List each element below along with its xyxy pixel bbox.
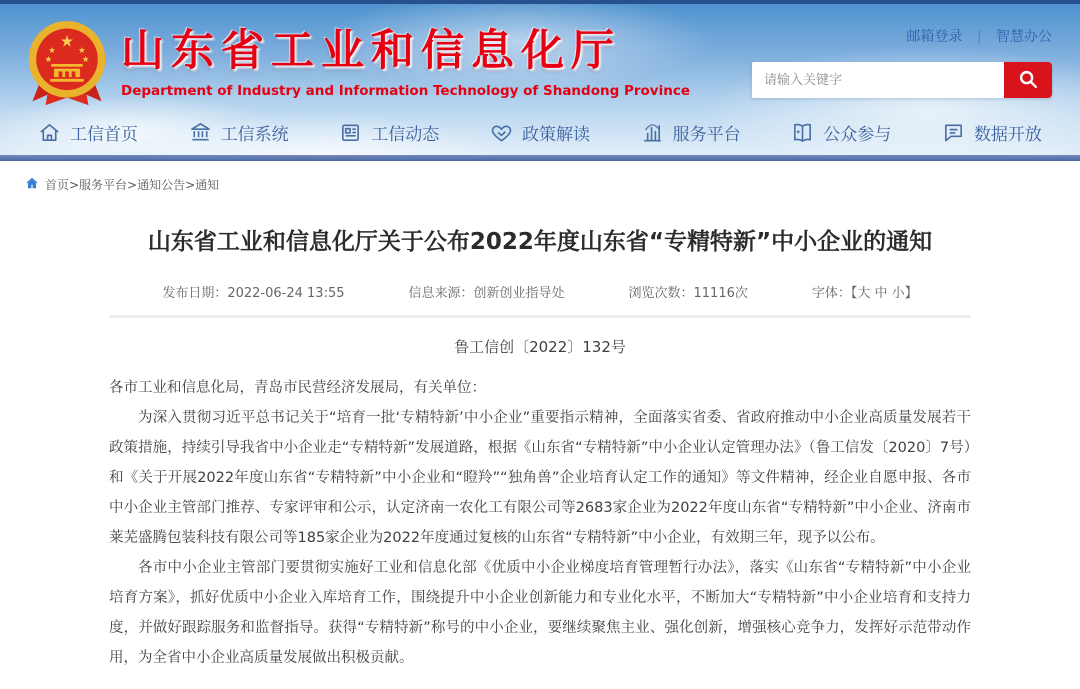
search-box [752,62,1052,98]
heart-handshake-icon [490,121,513,144]
font-size-switcher[interactable]: 字体：【大 中 小】 [811,286,918,301]
svg-text:★: ★ [59,31,75,51]
view-count: 浏览次数：11116次 [628,286,748,301]
svg-text:★: ★ [795,129,802,136]
breadcrumb-path[interactable]: 首页>服务平台>通知公告>通知 [45,178,220,192]
breadcrumb-home-icon [25,176,39,193]
article [109,225,971,673]
main-nav [0,110,1080,155]
nav-item-home[interactable]: 工信首页 [38,120,138,145]
nav-item-policy[interactable]: 政策解读 [490,120,590,145]
svg-text:★: ★ [48,44,56,55]
article-meta [109,282,971,301]
bank-icon [189,121,212,144]
book-icon [791,121,814,144]
site-header [0,4,1080,155]
chat-icon [942,121,965,144]
breadcrumb [0,161,1080,199]
site-subtitle-en: Department of Industry and Information Technology of Shandong Province [121,83,690,100]
info-source: 信息来源：创新创业指导处 [408,286,565,301]
svg-text:★: ★ [81,54,90,65]
meta-divider-line [109,315,971,318]
nav-item-system[interactable]: 工信系统 [189,120,289,145]
chart-icon [641,121,664,144]
nav-item-data[interactable]: 数据开放 [942,120,1042,145]
smart-office-link[interactable]: 智慧办公 [996,29,1052,45]
nav-item-participation[interactable]: ★ 公众参与 [791,120,891,145]
national-emblem-logo [25,18,109,110]
svg-text:★: ★ [78,44,86,55]
publish-date: 发布日期：2022-06-24 13:55 [162,286,345,301]
search-button[interactable] [1004,62,1052,98]
mail-login-link[interactable]: 邮箱登录 [906,29,963,45]
nav-item-news[interactable]: 工信动态 [339,120,439,145]
search-icon [1017,68,1039,93]
news-icon [339,121,362,144]
site-brand [25,18,690,110]
search-input[interactable] [752,62,1004,98]
body-paragraph: 为深入贯彻习近平总书记关于“培育一批‘专精特新’中小企业”重要指示精神，全面落实省委、省政府推动中小企业高质量发展若干政策措施，持续引导我省中小企业走“专精特新”发展道路，根据《山东省“专精特新”中小企业认定管理办法》（鲁工信发〔2020〕7号）和《关于开展2022年度山东省“专精特新”中小企业和“瞪羚”“独角兽”企业培育认定工作的通知》等文件精神，经企业自愿申报、各市中小企业主管部门推荐、专家评审和公示，认定济南一农化工有限公司等2683家企业为2022年度山东省“专精特新”中小企业、济南市莱芜盛腾包装科技有限公司等185家企业为2022年度通过复核的山东省“专精特新”中小企业，有效期三年，现予以公布。 [109,410,971,546]
document-number: 鲁工信创〔2022〕132号 [454,338,626,356]
salutation-paragraph: 各市工业和信息化局，青岛市民营经济发展局，有关单位： [109,380,486,396]
svg-text:★: ★ [44,54,53,65]
home-icon [38,121,61,144]
site-title: 山东省工业和信息化厅 [121,26,621,76]
article-title: 山东省工业和信息化厅关于公布2022年度山东省“专精特新”中小企业的通知 [147,229,933,255]
header-quick-links [752,26,1052,46]
quick-links-separator: | [976,29,982,45]
body-paragraph: 各市中小企业主管部门要贯彻实施好工业和信息化部《优质中小企业梯度培育管理暂行办法》，落实《山东省“专精特新”中小企业培育方案》，抓好优质中小企业入库培育工作，围绕提升中小企业创新能力和专业化水平，不断加大“专精特新”中小企业培育和支持力度，并做好跟踪服务和监督指导。获得“专精特新”称号的中小企业，要继续聚焦主业、强化创新，增强核心竞争力，发挥好示范带动作用，为全省中小企业高质量发展做出积极贡献。 [109,560,971,666]
article-body [109,373,971,673]
nav-item-platform[interactable]: 服务平台 [641,120,741,145]
